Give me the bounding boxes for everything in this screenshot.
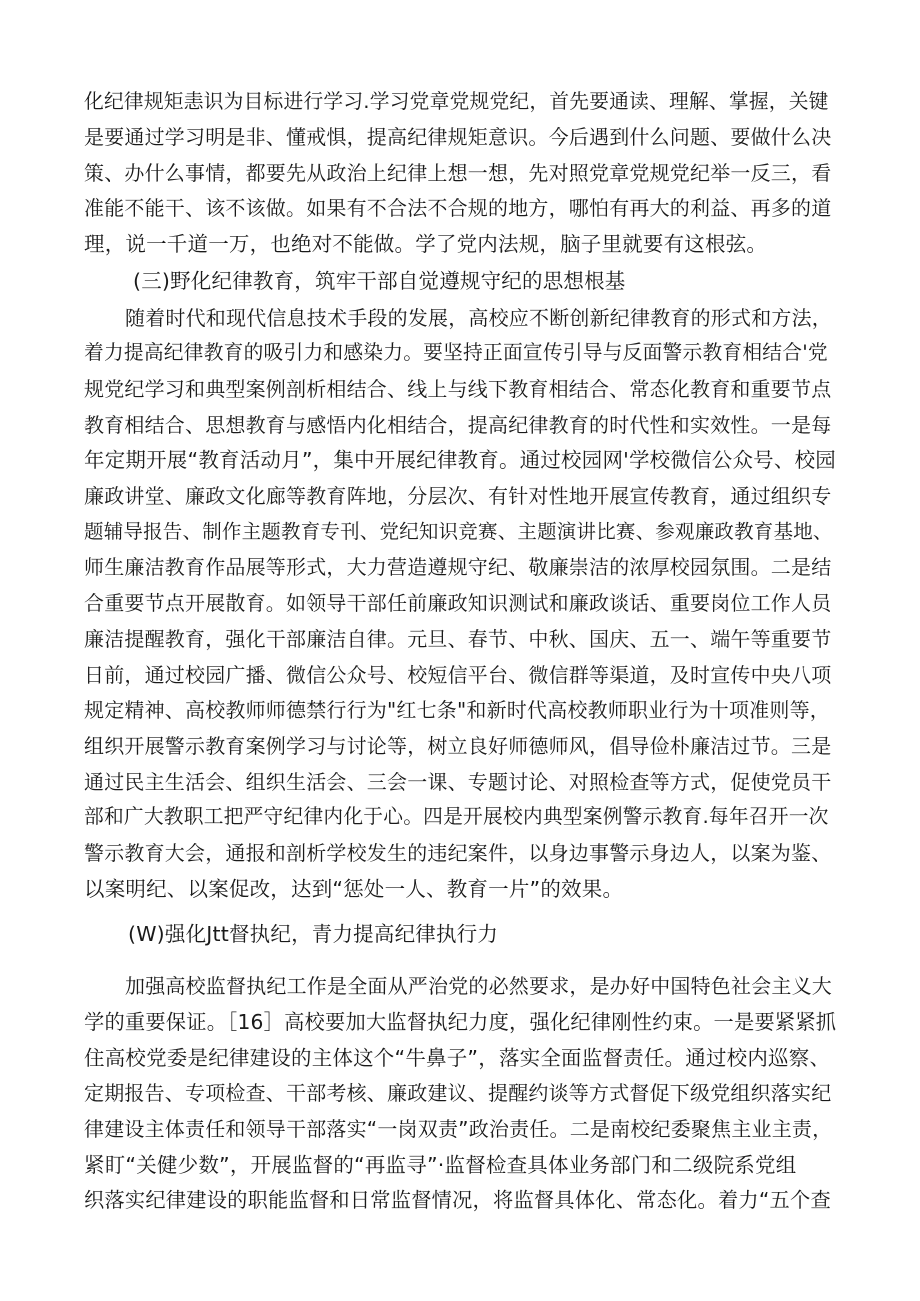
text-line: 合重要节点开展散育。如领导干部任前廉政知识测试和廉政谈话、重要岗位工作人员 — [84, 591, 832, 615]
text-line: 准能不能干、该不该做。如果有不合法不合规的地方，哪怕有再大的利益、再多的道 — [84, 196, 832, 220]
text-line: 廉洁提醒教育，强化干部廉洁自律。元旦、春节、中秋、国庆、五一、端午等重要节 — [84, 627, 832, 651]
text-line: 年定期开展“教育活动月”，集中开展纪律教育。通过校园网'学校微信公众号、校园 — [84, 448, 836, 472]
section-heading: (三)野化纪律教育，筑牢干部自觉遵规守纪的思想根基 — [133, 269, 626, 293]
text-line: 织落实纪律建设的职能监督和日常监督情况，将监督具体化、常态化。着力“五个查 — [84, 1188, 831, 1212]
text-line: 紧盯“关健少数”，开展监督的“再监寻”·监督检查具体业务部门和二级院系党组 — [84, 1153, 797, 1177]
text-line: 日前，通过校园广播、微信公众号、校短信平台、微信群等渠道，及时宣传中央八项 — [84, 663, 832, 687]
text-line: 着力提高纪律教育的吸引力和感染力。要坚持正面宣传引导与反面警示教育相结合'党 — [84, 341, 828, 364]
text-line: 学的重要保证。［16］高校要加大监督执纪力度，强化纪律刚性约束。一是要紧紧抓 — [84, 1010, 837, 1034]
text-line: 廉政讲堂、廉政文化廊等教育阵地，分层次、有针对性地开展宣传教育，通过组织专 — [84, 484, 832, 508]
text-line: 化纪律规矩恚识为目标进行学习.学习党章党规党纪，首先要通读、理解、掌握，关键 — [84, 90, 829, 113]
text-line: 加强高校监督执纪工作是全面从严治党的必然要求，是办好中国特色社会主义大 — [125, 974, 832, 998]
text-line: 规党纪学习和典型案例剖析相结合、线上与线下教育相结合、常态化教育和重要节点 — [84, 377, 832, 401]
text-line: 以案明纪、以案促改，达到“惩处一人、教育一片”的效果。 — [84, 877, 624, 901]
section-heading: (W)强化Jtt督执纪，青力提高纪律执行力 — [128, 922, 499, 946]
text-line: 组织开展警示教育案例学习与讨论等，树立良好师德师风，倡导俭朴廉洁过节。三是 — [84, 734, 832, 758]
text-line: 教育相结合、思想教育与感悟内化相结合，提高纪律教育的时代性和实效性。一是每 — [84, 413, 832, 437]
text-line: 律建设主体责任和领导干部落实“一岗双责”政治责任。二是南校纪委聚焦主业主责， — [84, 1117, 833, 1141]
text-line: 随着时代和现代信息技术手段的发展，高校应不断创新纪律教育的形式和方法， — [125, 306, 832, 330]
text-line: 规定精神、高校教师师德禁行行为"红七条"和新时代高校教师职业行为十项准则等， — [84, 698, 830, 722]
text-line: 部和广大教职工把严守纪律内化于心。四是开展校内典型案例警示教育.每年召开一次 — [84, 805, 829, 828]
text-line: 是要通过学习明是非、懂戒惧，提高纪律规矩意识。今后遇到什么问题、要做什么决 — [84, 125, 832, 149]
text-line: 住高校党委是纪律建设的主体这个“牛鼻子”，落实全面监督责任。通过校内巡察、 — [84, 1046, 831, 1070]
text-line: 题辅导报告、制作主题教育专刊、党纪知识竞赛、主题演讲比赛、参观廉政教育基地、 — [84, 520, 833, 543]
text-line: 理，说一千道一万，也绝对不能做。学了党内法规，脑子里就要有这根弦。 — [84, 232, 768, 256]
text-line: 警示教育大会，通报和剖析学校发生的违纪案件，以身边事警示身边人，以案为鉴、 — [84, 841, 832, 865]
text-line: 定期报告、专项检查、干部考核、廉政建议、提醒约谈等方式督促下级党组织落实纪 — [84, 1081, 832, 1105]
text-line: 策、办什么事情，都要先从政治上纪律上想一想，先对照党章党规党纪举一反三，看 — [84, 161, 832, 185]
text-line: 师生廉洁教育作品展等形式，大力营造遵规守纪、敬廉崇洁的浓厚校园氛围。二是结 — [84, 555, 832, 579]
text-line: 通过民主生活会、组织生活会、三会一课、专题讨论、对照检查等方式，促使党员干 — [84, 770, 832, 794]
